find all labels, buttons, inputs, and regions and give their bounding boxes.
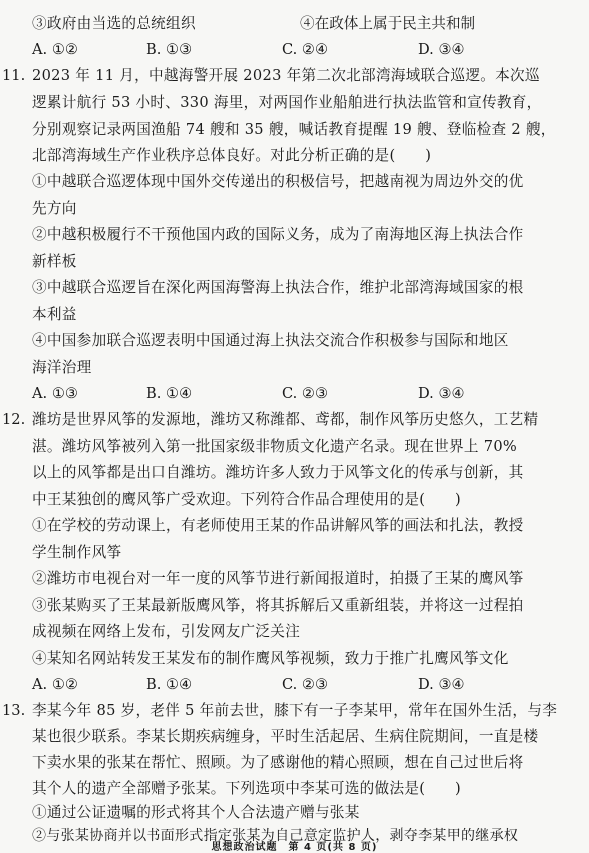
question-12-line: 中王某独创的鹰风筝广受欢迎。下列符合作品合理使用的是( ) — [32, 491, 462, 508]
question-12-item-1-cont: 学生制作风筝 — [32, 544, 122, 561]
question-11-item-2: ②中越积极履行不干预他国内政的国际义务，成为了南海地区海上执法合作 — [32, 226, 524, 243]
question-11-line: 分别观察记录两国渔船 74 艘和 35 艘，喊话教育提醒 19 艘、登临检查 2 艘， — [32, 121, 556, 138]
prev-option-c: C. ②④ — [282, 41, 329, 58]
question-11-line: 北部湾海域生产作业秩序总体良好。对此分析正确的是( ) — [32, 147, 432, 164]
page-footer: 思想政治试题 第 4 页(共 8 页) — [211, 842, 378, 853]
question-12-item-3: ③张某购买了王某最新版鹰风筝，将其拆解后又重新组装，并将这一过程拍 — [32, 597, 524, 614]
question-13-line: 某也很少联系。李某长期疾病缠身，平时生活起居、生病住院期间，一直是楼 — [32, 728, 539, 745]
question-11-option-c: C. ②③ — [282, 385, 329, 402]
question-11-item-4-cont: 海洋治理 — [32, 359, 92, 376]
question-11-line: 2023 年 11 月，中越海警开展 2023 年第二次北部湾海域联合巡逻。本次巡 — [32, 67, 540, 84]
question-12-item-1: ①在学校的劳动课上，有老师使用王某的作品讲解风筝的画法和扎法，教授 — [32, 517, 524, 534]
question-12-line: 以上的风筝都是出口自潍坊。潍坊许多人致力于风筝文化的传承与创新，其 — [32, 464, 524, 481]
prev-item-3: ③政府由当选的总统组织 — [32, 15, 196, 32]
prev-option-d: D. ③④ — [418, 41, 465, 58]
question-11-option-b: B. ①④ — [146, 385, 193, 402]
question-11-option-a: A. ①③ — [32, 385, 78, 402]
question-11-item-1-cont: 先方向 — [32, 200, 77, 217]
prev-item-4: ④在政体上属于民主共和制 — [300, 15, 476, 32]
question-11-item-2-cont: 新样板 — [32, 253, 77, 270]
question-12-line: 潍坊是世界风筝的发源地，潍坊又称潍都、鸢都，制作风筝历史悠久，工艺精 — [32, 411, 539, 428]
question-12-item-2: ②潍坊市电视台对一年一度的风筝节进行新闻报道时，拍摄了王某的鹰风筝 — [32, 570, 524, 587]
question-12-number: 12. — [2, 411, 26, 428]
question-12-option-c: C. ②③ — [282, 676, 329, 693]
question-13-item-1: ①通过公证遗嘱的形式将其个人合法遗产赠与张某 — [32, 804, 360, 821]
question-13-item-2: ②与张某协商并以书面形式指定张某为自己意定监护人，剥夺李某甲的继承权 — [32, 828, 519, 844]
question-11-item-4: ④中国参加联合巡逻表明中国通过海上执法交流合作积极参与国际和地区 — [32, 332, 509, 349]
prev-option-b: B. ①③ — [146, 41, 193, 58]
question-12-option-a: A. ①② — [32, 676, 78, 693]
question-12-item-3-cont: 成视频在网络上发布，引发网友广泛关注 — [32, 623, 301, 640]
question-11-item-1: ①中越联合巡逻体现中国外交传递出的积极信号，把越南视为周边外交的优 — [32, 173, 524, 190]
question-11-line: 逻累计航行 53 小时、330 海里，对两国作业船舶进行执法监管和宣传教育， — [32, 94, 542, 111]
question-12-option-b: B. ①④ — [146, 676, 193, 693]
question-13-number: 13. — [2, 702, 26, 719]
question-13-line: 其个人的遗产全部赠予张某。下列选项中李某可选的做法是( ) — [32, 780, 462, 797]
question-11-item-3: ③中越联合巡逻旨在深化两国海警海上执法合作，维护北部湾海域国家的根 — [32, 279, 524, 296]
question-12-line: 湛。潍坊风筝被列入第一批国家级非物质文化遗产名录。现在世界上 70% — [32, 438, 518, 455]
question-12-item-4: ④某知名网站转发王某发布的制作鹰风筝视频，致力于推广扎鹰风筝文化 — [32, 650, 509, 667]
question-11-item-3-cont: 本利益 — [32, 306, 77, 323]
question-12-option-d: D. ③④ — [418, 676, 465, 693]
question-11-number: 11. — [2, 67, 26, 84]
question-11-option-d: D. ③④ — [418, 385, 465, 402]
question-13-line: 李某今年 85 岁，老伴 5 年前去世，膝下有一子李某甲，常年在国外生活，与李 — [32, 702, 558, 719]
prev-option-a: A. ①② — [32, 41, 78, 58]
question-13-line: 下卖水果的张某在帮忙、照顾。为了感谢他的精心照顾，想在自己过世后将 — [32, 754, 524, 771]
